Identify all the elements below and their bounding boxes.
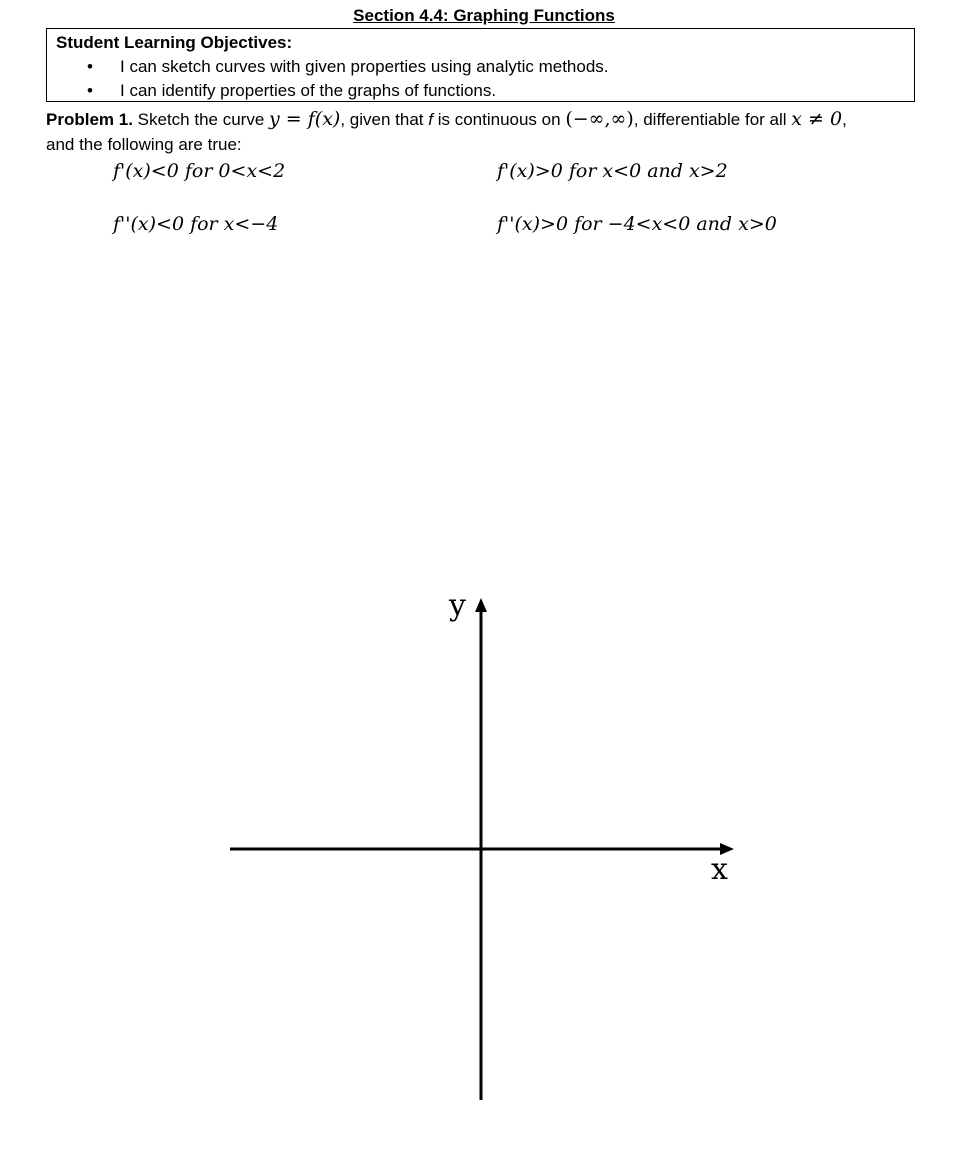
curve-equation: y = f(x) xyxy=(269,108,341,130)
condition-first-derivative-negative: f'(x)<0 for 0<x<2 xyxy=(113,160,286,182)
bullet: • xyxy=(87,57,93,76)
x-condition: x ≠ 0 xyxy=(791,108,843,130)
objective-text: I can sketch curves with given properties using analytic methods. xyxy=(120,57,609,76)
problem-statement-line2: and the following are true: xyxy=(46,135,242,154)
problem-text-given: , given that xyxy=(340,110,424,129)
objective-text: I can identify properties of the graphs of functions. xyxy=(120,81,497,100)
section-title: Section 4.4: Graphing Functions xyxy=(353,6,615,25)
problem-text-diff: , differentiable for all xyxy=(633,110,787,129)
trailing-comma: , xyxy=(842,110,847,129)
interval: (−∞,∞) xyxy=(565,108,634,130)
problem-text-continuous: is continuous on xyxy=(437,110,561,129)
condition-second-derivative-negative: f''(x)<0 for x<−4 xyxy=(113,213,279,235)
objectives-heading: Student Learning Objectives: xyxy=(56,33,293,52)
x-axis-label: x xyxy=(711,852,728,887)
problem-text: Sketch the curve xyxy=(137,110,265,129)
y-axis-label: y xyxy=(449,588,466,623)
function-name: f xyxy=(428,110,433,129)
condition-first-derivative-positive: f'(x)>0 for x<0 and x>2 xyxy=(497,160,728,182)
problem-label: Problem 1. xyxy=(46,110,133,129)
y-axis-arrowhead xyxy=(475,598,487,612)
bullet: • xyxy=(87,81,93,100)
condition-second-derivative-positive: f''(x)>0 for −4<x<0 and x>0 xyxy=(497,213,777,235)
